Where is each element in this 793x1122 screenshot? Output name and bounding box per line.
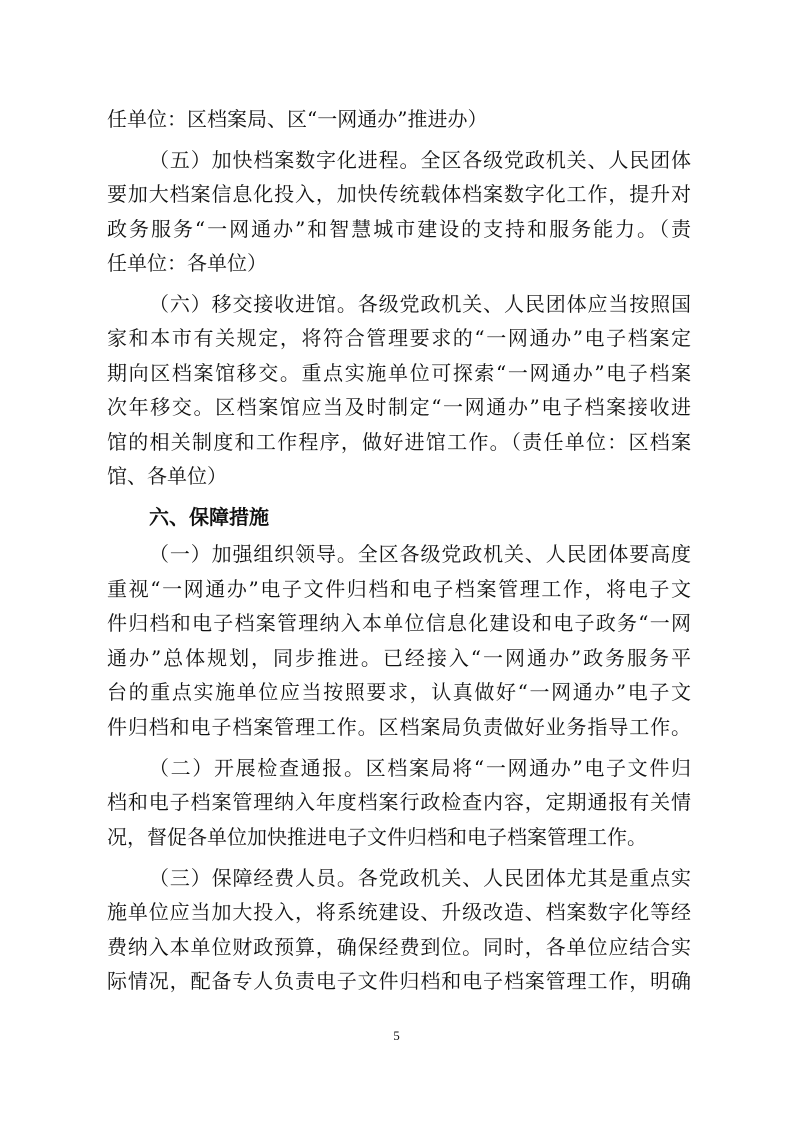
text-line: 况，督促各单位加快推进电子文件归档和电子档案管理工作。 (107, 825, 647, 849)
text-line: 施单位应当加大投入，将系统建设、升级改造、档案数字化等经 (107, 900, 691, 924)
text-line: 件归档和电子档案管理纳入本单位信息化建设和电子政务“一网 (107, 611, 691, 635)
text-line: （一）加强组织领导。全区各级党政机关、人民团体要高度 (149, 542, 691, 566)
text-line: 际情况，配备专人负责电子文件归档和电子档案管理工作，明确 (107, 969, 691, 993)
text-line: （二）开展检查通报。区档案局将“一网通办”电子文件归 (149, 756, 691, 780)
text-line: 次年移交。区档案馆应当及时制定“一网通办”电子档案接收进 (107, 395, 691, 419)
text-line: 任单位：区档案局、区“一网通办”推进办） (107, 107, 488, 131)
text-line: （三）保障经费人员。各党政机关、人民团体尤其是重点实 (149, 866, 691, 890)
text-line: 政务服务“一网通办”和智慧城市建设的支持和服务能力。（责 (107, 217, 691, 241)
text-line: 期向区档案馆移交。重点实施单位可探索“一网通办”电子档案 (107, 361, 691, 385)
text-line: 档和电子档案管理纳入年度档案行政检查内容，定期通报有关情 (107, 790, 691, 814)
text-line: 任单位：各单位） (107, 251, 267, 275)
text-line: 通办”总体规划，同步推进。已经接入“一网通办”政务服务平 (107, 646, 691, 670)
text-line: 家和本市有关规定，将符合管理要求的“一网通办”电子档案定 (107, 326, 691, 350)
text-line: 台的重点实施单位应当按照要求，认真做好“一网通办”电子文 (107, 680, 691, 704)
text-line: （六）移交接收进馆。各级党政机关、人民团体应当按照国 (149, 292, 691, 316)
text-line: 重视“一网通办”电子文件归档和电子档案管理工作，将电子文 (107, 577, 691, 601)
text-line: 馆、各单位） (107, 464, 227, 488)
page-number: 5 (393, 1028, 400, 1043)
text-line: 费纳入本单位财政预算，确保经费到位。同时，各单位应结合实 (107, 935, 691, 959)
text-line: 馆的相关制度和工作程序，做好进馆工作。（责任单位：区档案 (107, 430, 691, 454)
section-heading: 六、保障措施 (149, 505, 269, 529)
text-line: 件归档和电子档案管理工作。区档案局负责做好业务指导工作。 (107, 715, 691, 739)
text-line: （五）加快档案数字化进程。全区各级党政机关、人民团体 (149, 148, 691, 172)
text-line: 要加大档案信息化投入，加快传统载体档案数字化工作，提升对 (107, 182, 691, 206)
